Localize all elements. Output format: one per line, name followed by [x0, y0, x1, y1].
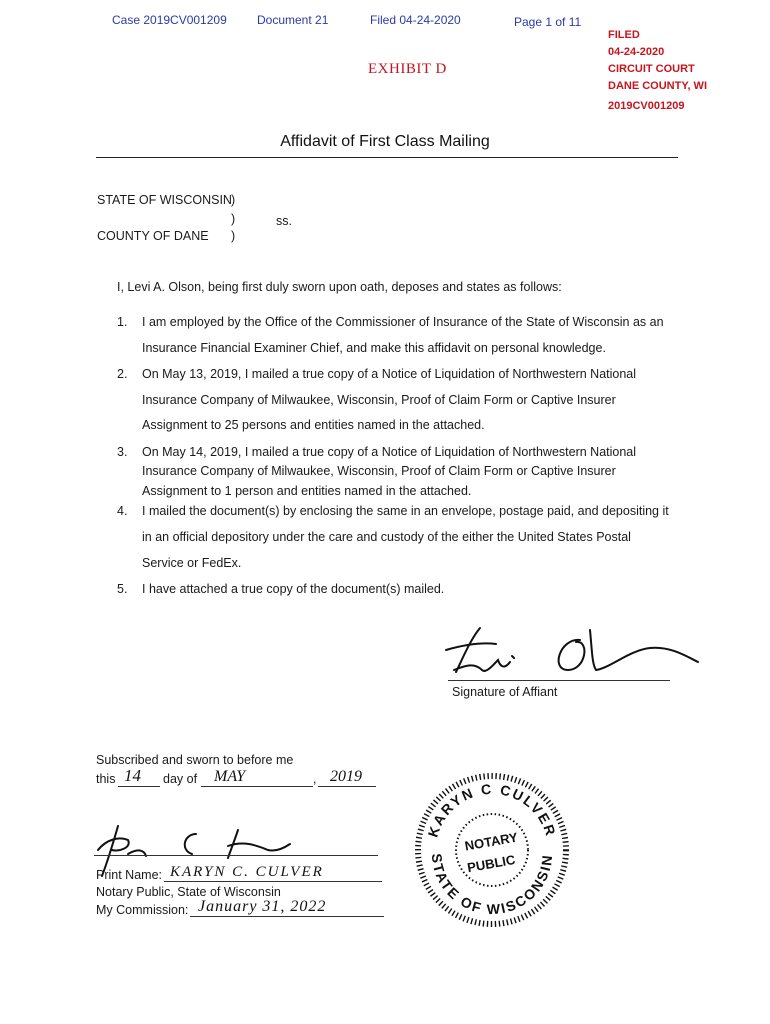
notary-label: Notary Public, State of Wisconsin [96, 885, 281, 899]
item-line: Assignment to 1 person and entities named in the attached. [142, 484, 472, 498]
print-name-underline [164, 881, 382, 882]
header-case: Case 2019CV001209 [112, 13, 227, 27]
jurat-month-underline [201, 786, 313, 787]
jurat-year-value: 2019 [330, 768, 362, 785]
print-name-value: KARYN C. CULVER [170, 864, 324, 880]
filed-stamp-line: 04-24-2020 [608, 46, 665, 58]
jurat-this: this [96, 772, 116, 786]
item-line: Insurance Financial Examiner Chief, and make this affidavit on personal knowledge. [142, 341, 606, 355]
affiant-signature-line [448, 680, 670, 681]
item-line: On May 13, 2019, I mailed a true copy of a Notice of Liquidation of Northwestern National [142, 367, 637, 381]
venue-state: STATE OF WISCONSIN [97, 193, 232, 207]
venue-paren: ) [231, 193, 236, 207]
commission-value: January 31, 2022 [198, 898, 327, 915]
seal-top-text: KARYN C CULVER [424, 780, 560, 840]
item-line: Insurance Company of Milwaukee, Wisconsin, Proof of Claim Form or Captive Insurer [142, 464, 616, 478]
venue-ss: ss. [276, 214, 292, 228]
item-number: 2. [117, 367, 128, 381]
item-line: I have attached a true copy of the document(s) mailed. [142, 582, 445, 596]
item-line: I am employed by the Office of the Commissioner of Insurance of the State of Wisconsin as an [142, 315, 664, 329]
seal-bottom-text: STATE OF WISCONSIN [428, 852, 556, 918]
notary-signature-line [94, 855, 378, 856]
item-line: Insurance Company of Milwaukee, Wisconsin, Proof of Claim Form or Captive Insurer [142, 393, 616, 407]
item-number: 3. [117, 445, 128, 459]
item-line: I mailed the document(s) by enclosing the same in an envelope, postage paid, and depositing it [142, 504, 669, 518]
notary-seal [412, 770, 572, 930]
venue-paren: ) [231, 212, 236, 226]
jurat-comma: , [313, 772, 317, 786]
item-line: in an official depository under the care and custody of the either the United States Postal [142, 530, 631, 544]
seal-center-bottom: PUBLIC [466, 851, 517, 876]
title-rule [96, 157, 678, 158]
print-name-label: Print Name: [96, 868, 162, 882]
venue-county: COUNTY OF DANE [97, 229, 209, 243]
jurat-month-value: MAY [214, 768, 246, 785]
commission-underline [190, 916, 384, 917]
jurat-day-value: 14 [124, 766, 141, 785]
item-number: 5. [117, 582, 128, 596]
item-line: Service or FedEx. [142, 556, 242, 570]
document-title: Affidavit of First Class Mailing [280, 133, 490, 150]
exhibit-label: EXHIBIT D [368, 61, 447, 77]
header-filed: Filed 04-24-2020 [370, 13, 461, 27]
seal-center-top: NOTARY [463, 829, 519, 854]
filed-stamp-line: DANE COUNTY, WI [608, 80, 707, 92]
header-document: Document 21 [257, 13, 329, 27]
filed-stamp-line: FILED [608, 29, 640, 41]
commission-label: My Commission: [96, 903, 189, 917]
jurat-year-underline [318, 786, 376, 787]
intro-statement: I, Levi A. Olson, being first duly sworn upon oath, deposes and states as follows: [117, 280, 562, 294]
item-line: On May 14, 2019, I mailed a true copy of a Notice of Liquidation of Northwestern National [142, 445, 637, 459]
filed-stamp [608, 27, 707, 115]
filed-stamp-line: 2019CV001209 [608, 100, 685, 112]
item-line: Assignment to 25 persons and entities named in the attached. [142, 418, 485, 432]
jurat-day-of: day of [163, 772, 198, 786]
affiant-signature-graphic [440, 620, 710, 682]
venue-paren: ) [231, 229, 236, 243]
jurat-line1: Subscribed and sworn to before me [96, 753, 294, 767]
jurat-day-underline [118, 786, 160, 787]
item-number: 1. [117, 315, 128, 329]
affiant-signature-caption: Signature of Affiant [452, 685, 558, 699]
filed-stamp-line: CIRCUIT COURT [608, 63, 695, 75]
header-page: Page 1 of 11 [514, 15, 582, 29]
item-number: 4. [117, 504, 128, 518]
